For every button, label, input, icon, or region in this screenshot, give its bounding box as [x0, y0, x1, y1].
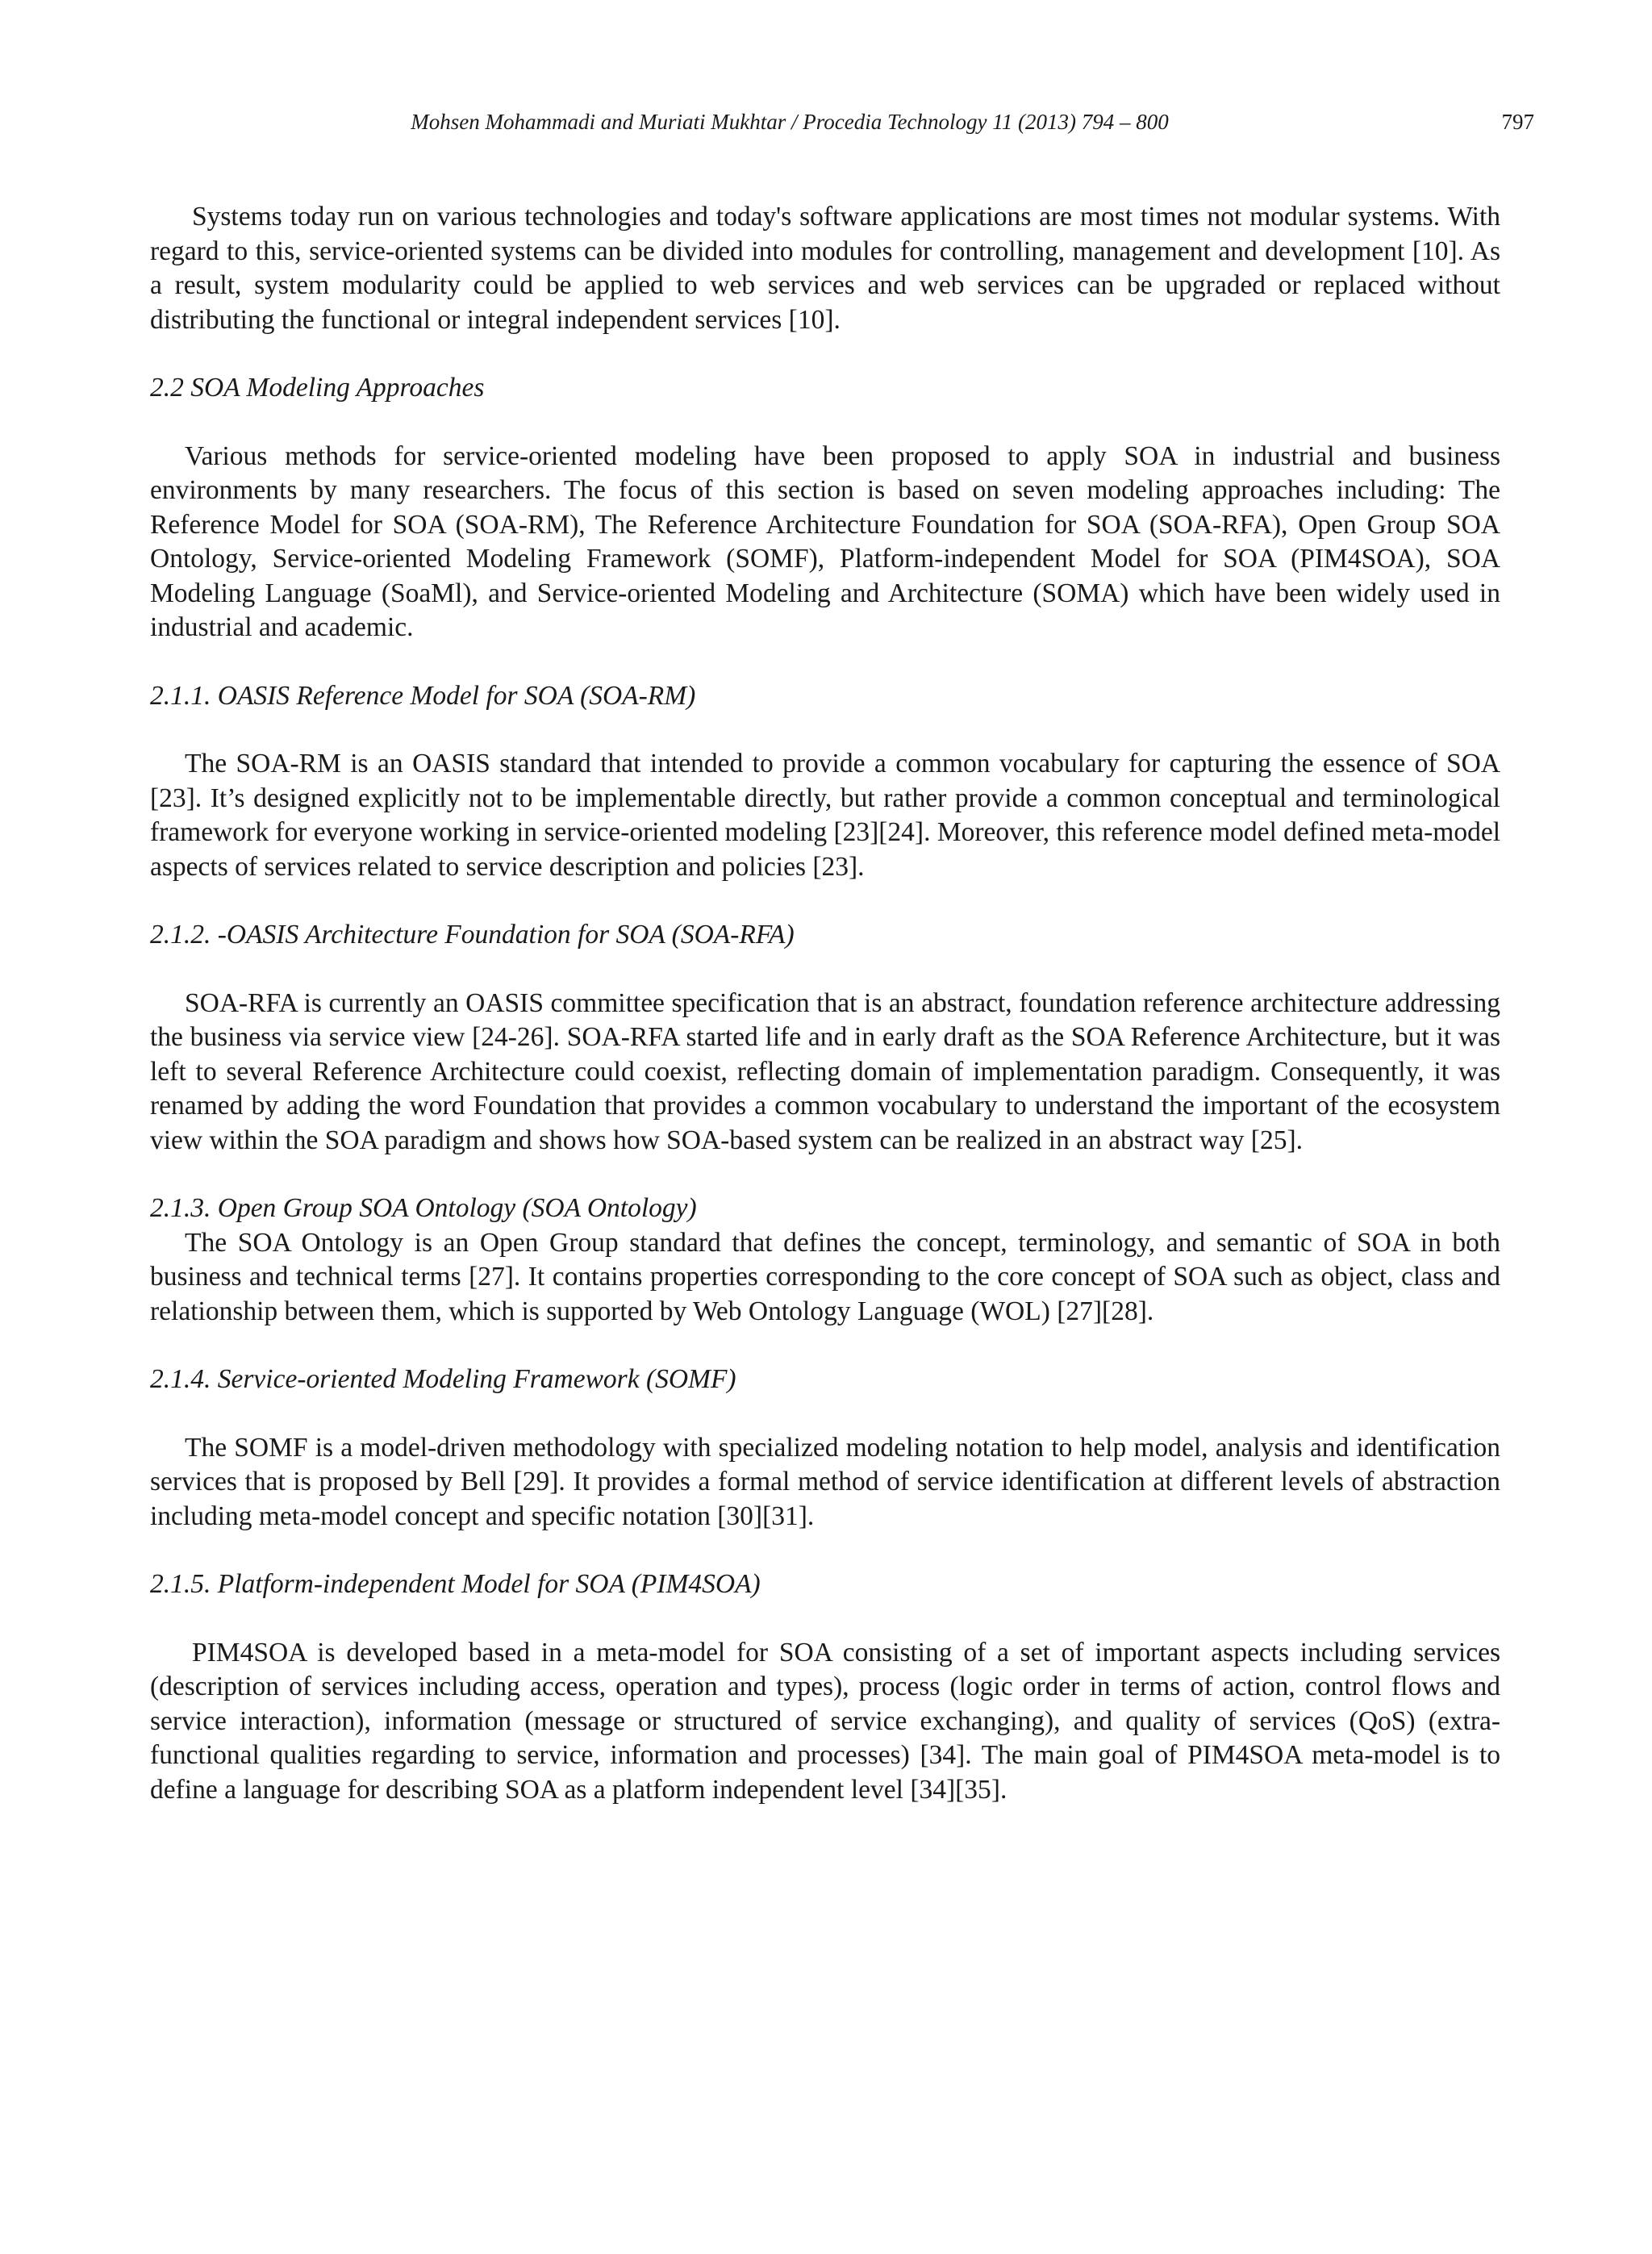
section-paragraph-2-1-3: The SOA Ontology is an Open Group standard that defines the concept, terminology, and semantic of SOA in both business and technical terms [27]. It contains properties corresponding to the core concept of SOA such as object, class and relationship between them, which is supported by Web Ontology Language (WOL) [27][28].: [150, 1227, 1500, 1326]
section-paragraph-2-2: Various methods for service-oriented modeling have been proposed to apply SOA in industrial and business environments by many researchers. The focus of this section is based on seven modeling approaches including: The Reference Model for SOA (SOA-RM), The Reference Architecture Foundation for SOA (SOA-RFA), Open Group SOA Ontology, Service-oriented Modeling Framework (SOMF), Platform-independent Model for SOA (PIM4SOA), SOA Modeling Language (SoaMl), and Service-oriented Modeling and Architecture (SOMA) which have been widely used in industrial and academic.: [150, 440, 1500, 642]
intro-paragraph: Systems today run on various technologies and today's software applications are most times not modular systems. With regard to this, service-oriented systems can be divided into modules for controlling, management and development [10]. As a result, system modularity could be applied to web services and web services can be upgraded or replaced without distributing the functional or integral independent services [10].: [150, 202, 1500, 335]
section-heading-2-1-4: 2.1.4. Service-oriented Modeling Framework (SOMF): [150, 1364, 736, 1394]
section-paragraph-2-1-2: SOA-RFA is currently an OASIS committee specification that is an abstract, foundation reference architecture addressing the business via service view [24-26]. SOA-RFA started life and in early draft as the SOA Reference Architecture, but it was left to several Reference Architecture could coexist, reflecting domain of implementation paradigm. Consequently, it was renamed by adding the word Foundation that provides a common vocabulary to understand the important of the ecosystem view within the SOA paradigm and shows how SOA-based system can be realized in an abstract way [25].: [150, 987, 1500, 1155]
section-heading-2-1-5: 2.1.5. Platform-independent Model for SOA (PIM4SOA): [150, 1569, 761, 1599]
running-head: Mohsen Mohammadi and Muriati Mukhtar / Procedia Technology 11 (2013) 794 – 800: [411, 110, 1169, 134]
section-paragraph-2-1-5: PIM4SOA is developed based in a meta-model for SOA consisting of a set of important aspects including services (description of services including access, operation and types), process (logic order in terms of action, control flows and service interaction), information (message or structured of service exchanging), and quality of services (QoS) (extra-functional qualities regarding to service, information and processes) [34]. The main goal of PIM4SOA meta-model is to define a language for describing SOA as a platform independent level [34][35].: [150, 1637, 1500, 1805]
section-paragraph-2-1-1: The SOA-RM is an OASIS standard that intended to provide a common vocabulary for capturing the essence of SOA [23]. It’s designed explicitly not to be implementable directly, but rather provide a common conceptual and terminological framework for everyone working in service-oriented modeling [23][24]. Moreover, this reference model defined meta-model aspects of services related to service description and policies [23].: [150, 749, 1500, 882]
page-header: [150, 110, 1534, 142]
section-heading-2-1-3: 2.1.3. Open Group SOA Ontology (SOA Ontology): [150, 1193, 697, 1223]
section-paragraph-2-1-4: The SOMF is a model-driven methodology with specialized modeling notation to help model, analysis and identification services that is proposed by Bell [29]. It provides a formal method of service identification at different levels of abstraction including meta-model concept and specific notation [30][31].: [150, 1432, 1500, 1531]
section-heading-2-1-1: 2.1.1. OASIS Reference Model for SOA (SOA-RM): [150, 680, 696, 711]
article-body: [150, 200, 1500, 1807]
section-heading-2-2: 2.2 SOA Modeling Approaches: [150, 373, 485, 403]
section-heading-2-1-2: 2.1.2. -OASIS Architecture Foundation for SOA (SOA-RFA): [150, 920, 795, 950]
page-number: 797: [1501, 110, 1534, 134]
